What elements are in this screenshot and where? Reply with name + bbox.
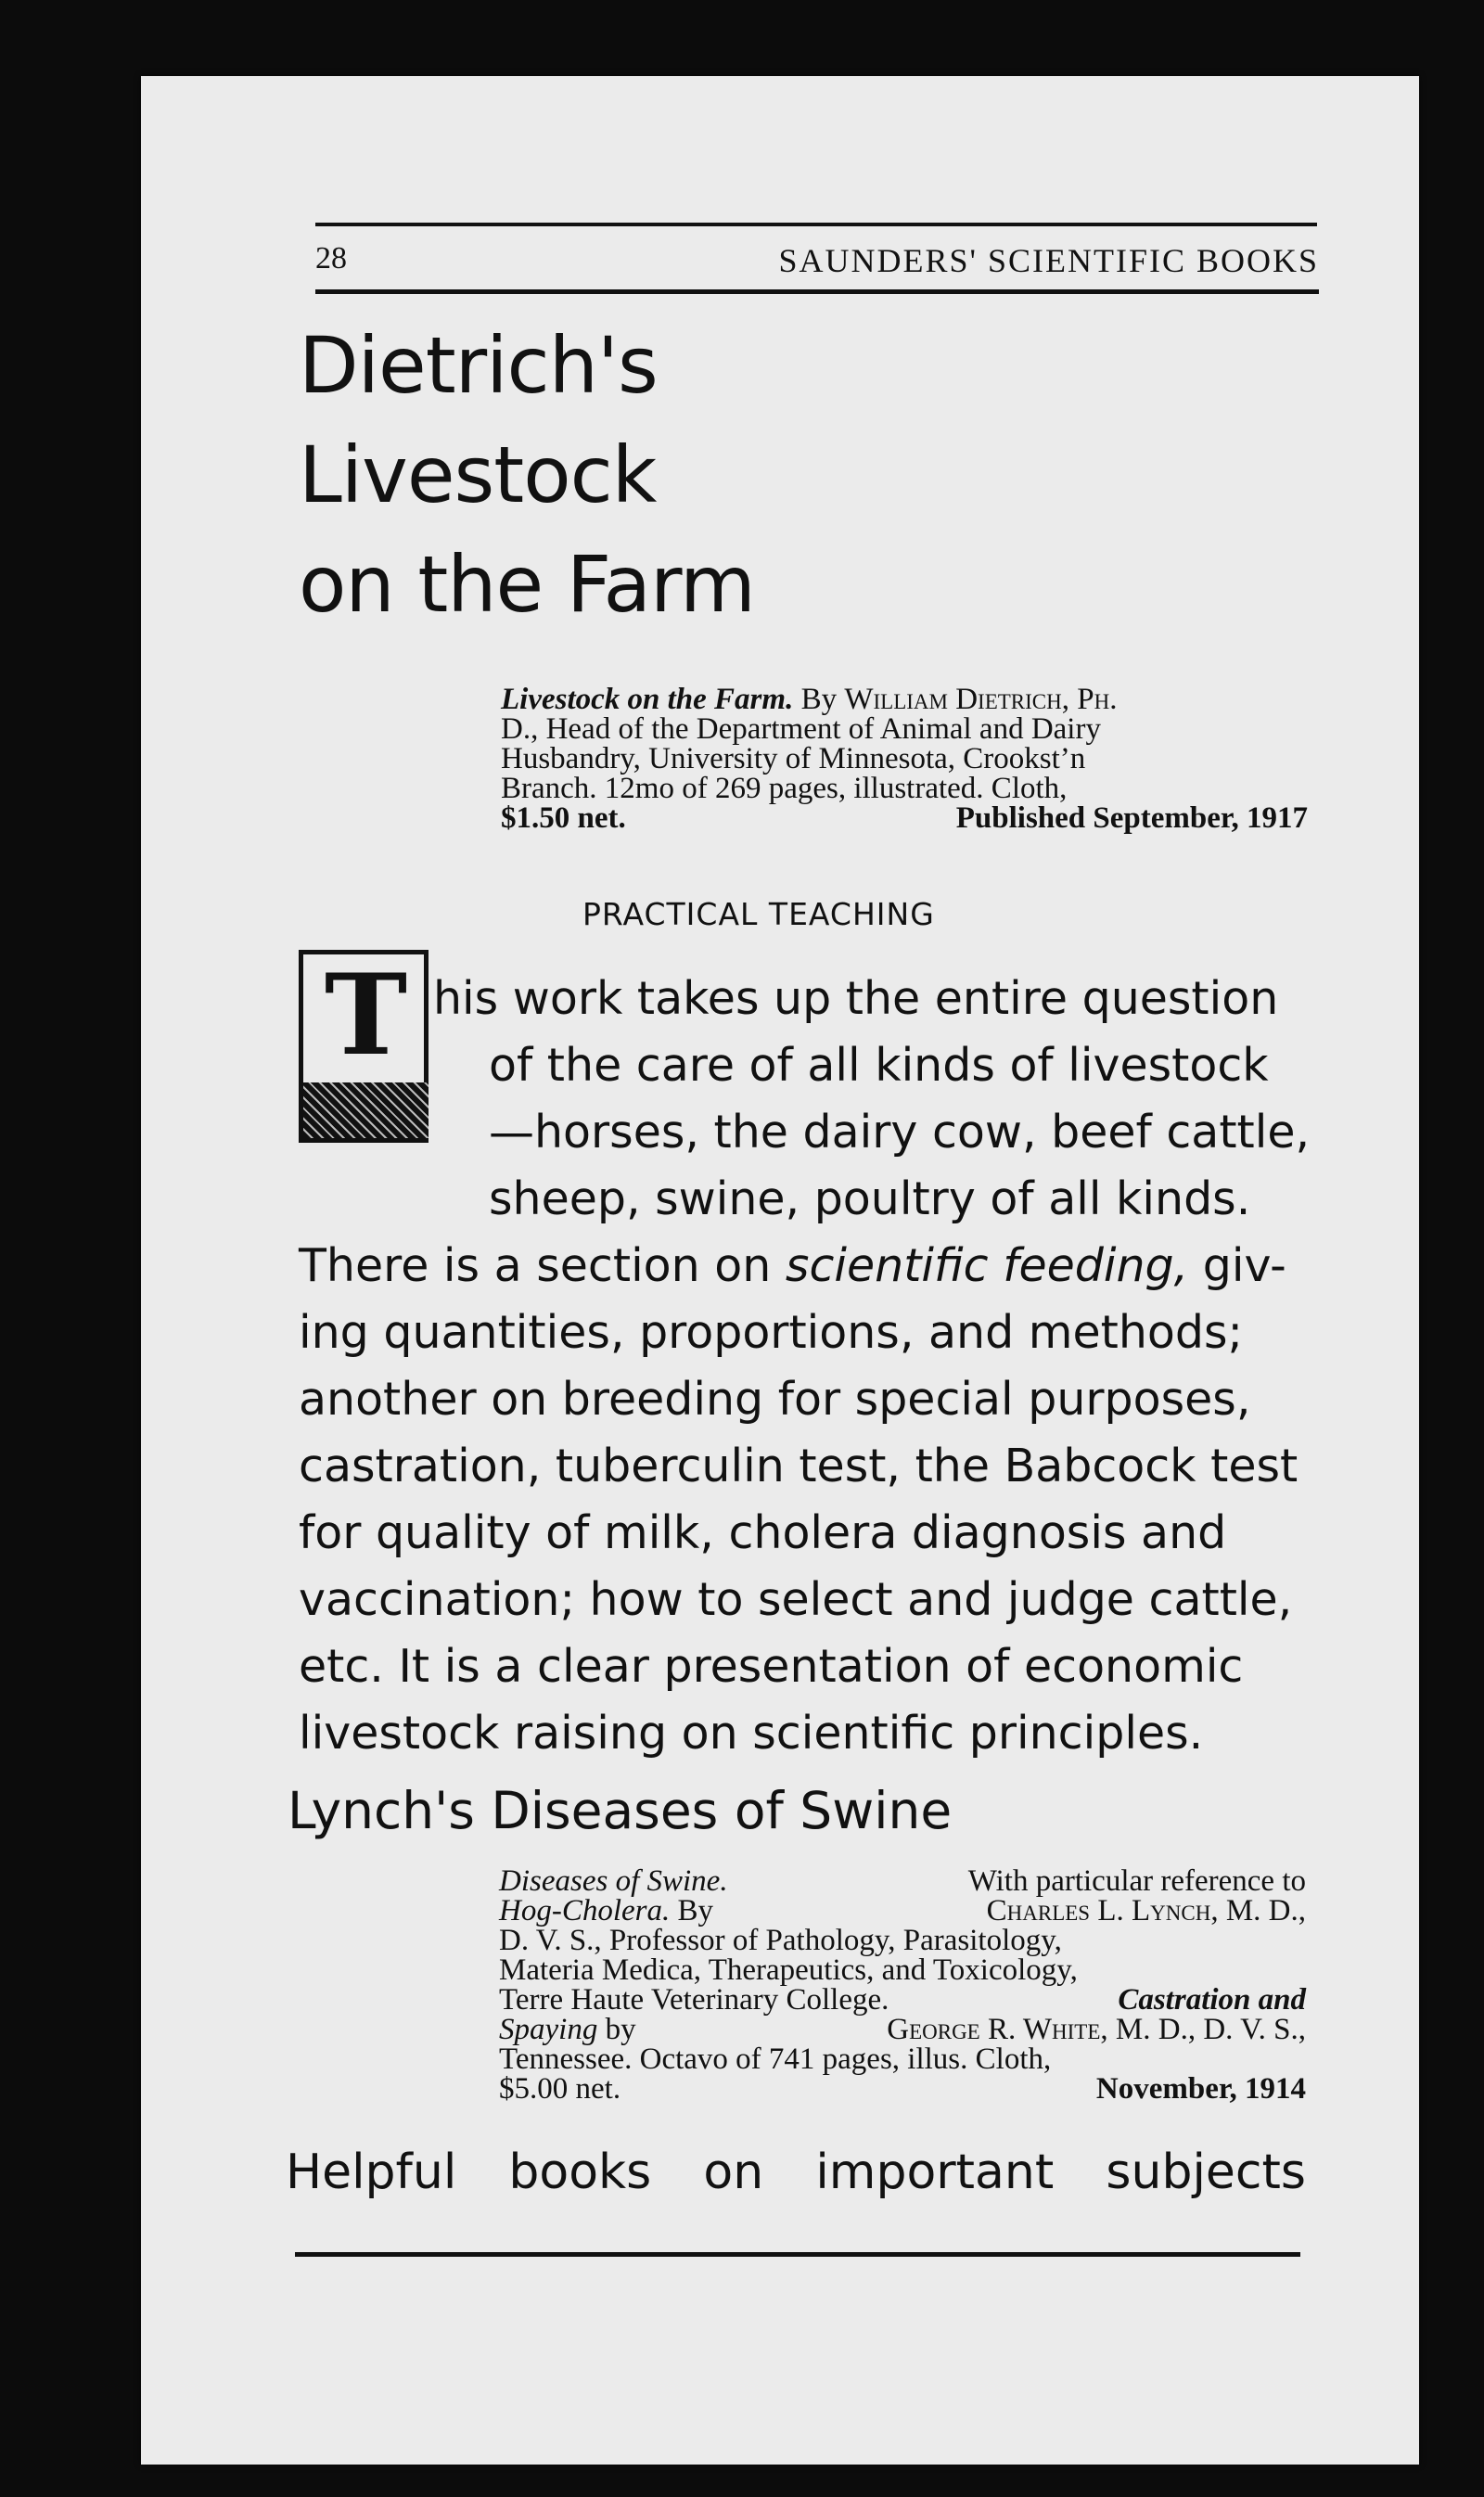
footer-slogan: Helpful books on important subjects (286, 2145, 1306, 2200)
book1-title: Livestock on the Farm. (501, 683, 794, 716)
book2-title: Diseases of Swine. (499, 1864, 728, 1898)
book2-author-2: George R. White, M. D., D. V. S., (887, 2013, 1306, 2046)
book2-citation: Diseases of Swine. With particular reference to Hog-Cholera. By Charles L. Lynch, M. D., D. V. S., Professor of Pathology, Parasitology, Materia Medica, Therapeutics, and Toxicology, Terre Haute Veterinary College. Castration and Spaying by George R. White, M. D., D. V. S., Tennessee. Octavo of 741 pages, illus. Cloth, $5.00 net. November, 1914 (499, 1864, 1306, 2106)
emphasis-scientific-feeding: scientific feeding, (785, 1239, 1189, 1292)
book2-price: $5.00 net. (499, 2072, 621, 2106)
book1-author: William Dietrich, Ph. (844, 683, 1118, 716)
page-header (315, 232, 1319, 288)
book-title (299, 311, 755, 639)
title-line-3: on the Farm (299, 539, 755, 630)
page-number: 28 (315, 241, 347, 275)
title-line-1: Dietrich's (299, 320, 658, 411)
title-line-2: Livestock (299, 429, 657, 520)
drop-cap-letter: T (324, 949, 408, 1081)
book1-citation: Livestock on the Farm. By William Dietrich, Ph. D., Head of the Department of Animal and Dairy Husbandry, University of Minnesota, Crookst’n Branch. 12mo of 269 pages, illustrated. Cloth, $1.50 net. Published September, 1917 (501, 683, 1308, 835)
section-heading: PRACTICAL TEACHING (582, 896, 935, 932)
book2-heading: Lynch's Diseases of Swine (288, 1781, 953, 1840)
book2-author: Charles L. Lynch, M. D., (986, 1894, 1306, 1927)
header-rule-bottom (315, 289, 1319, 294)
book1-price: $1.50 net. (501, 801, 626, 835)
book2-date: November, 1914 (1095, 2072, 1306, 2106)
footer-rule (295, 2252, 1300, 2257)
book1-published: Published September, 1917 (955, 801, 1308, 835)
body-paragraph: his work takes up the entire question of the care of all kinds of livestock —horses, the dairy cow, beef cattle, sheep, swine, poultry of all kinds. There is a section on scientific feeding, giv- ing quantities, proportions, and methods; another on breeding for special purposes, castration, tuberculin test, the Babcock test for quality of milk, cholera diagnosis and vaccination; how to select and judge cattle, etc. It is a clear presentation of economic livestock raising on scientific principles. (299, 972, 1311, 1760)
running-head: SAUNDERS' SCIENTIFIC BOOKS (778, 242, 1319, 279)
header-rule-top (315, 223, 1317, 226)
